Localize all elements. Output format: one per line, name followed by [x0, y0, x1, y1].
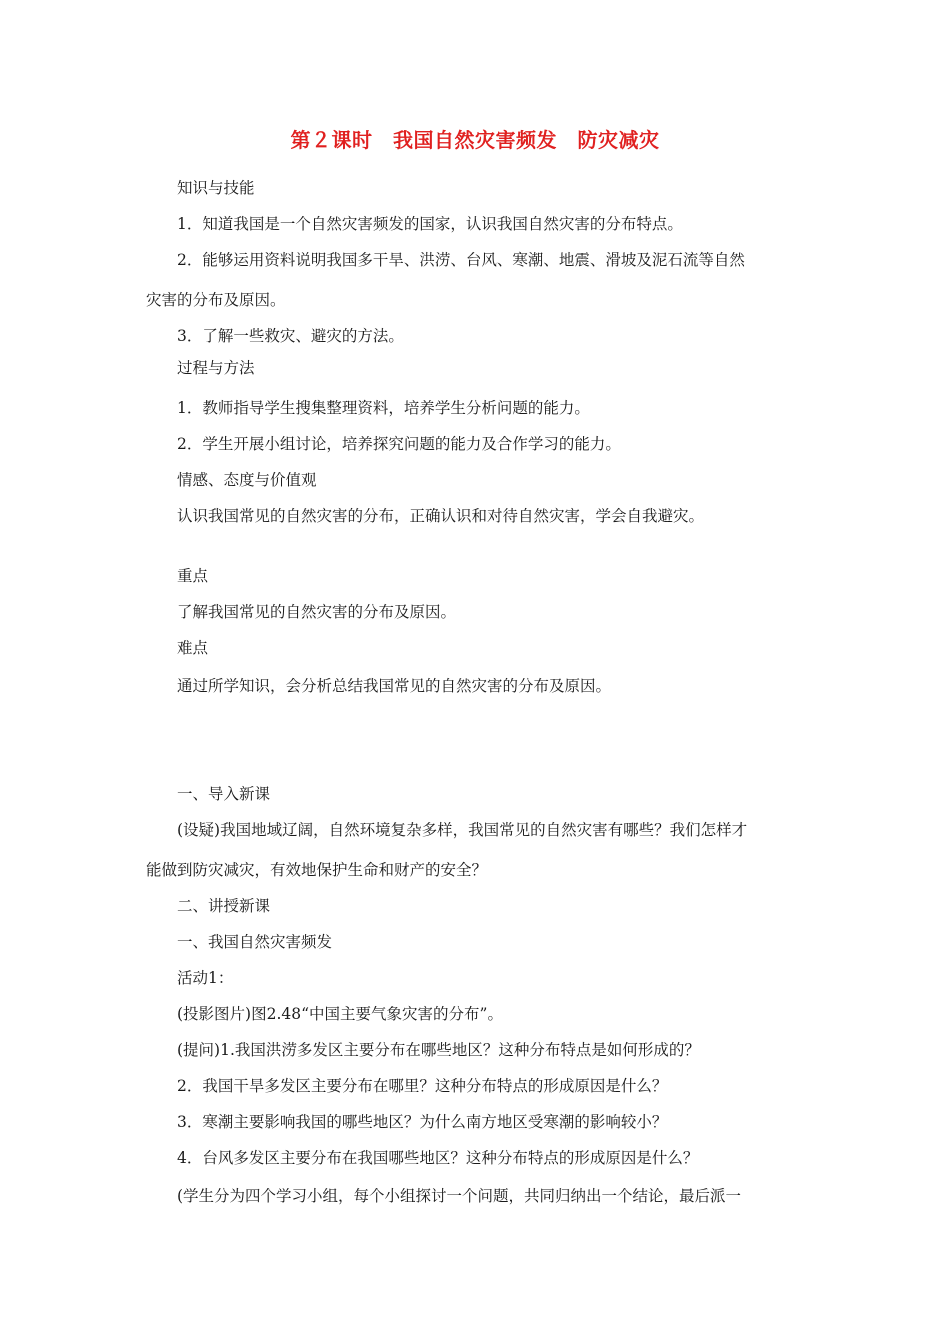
key-point-heading: 重点 — [177, 567, 209, 585]
difficult-point-text: 通过所学知识，会分析总结我国常见的自然灾害的分布及原因。 — [177, 677, 612, 695]
process-item-1: 1．教师指导学生搜集整理资料，培养学生分析问题的能力。 — [177, 399, 590, 417]
projection-text: (投影图片)图2.48“中国主要气象灾害的分布”。 — [177, 1005, 503, 1023]
process-item-2: 2．学生开展小组讨论，培养探究问题的能力及合作学习的能力。 — [177, 435, 621, 453]
page-title: 第２课时 我国自然灾害频发 防灾减灾 — [290, 128, 660, 152]
difficult-point-heading: 难点 — [177, 639, 209, 657]
knowledge-item-3: 3．了解一些救灾、避灾的方法。 — [177, 327, 404, 345]
question-4: 4．台风多发区主要分布在我国哪些地区？这种分布特点的形成原因是什么？ — [177, 1149, 699, 1167]
knowledge-heading: 知识与技能 — [177, 179, 255, 197]
intro-text: (设疑)我国地域辽阔，自然环境复杂多样，我国常见的自然灾害有哪些？我们怎样才 — [177, 821, 748, 839]
question-2: 2．我国干旱多发区主要分布在哪里？这种分布特点的形成原因是什么？ — [177, 1077, 668, 1095]
question-1: (提问)1.我国洪涝多发区主要分布在哪些地区？这种分布特点是如何形成的？ — [177, 1041, 700, 1059]
knowledge-item-2: 2．能够运用资料说明我国多干旱、洪涝、台风、寒潮、地震、滑坡及泥石流等自然 — [177, 251, 745, 269]
question-3: 3．寒潮主要影响我国的哪些地区？为什么南方地区受寒潮的影响较小？ — [177, 1113, 668, 1131]
activity-label: 活动1： — [177, 969, 234, 987]
process-heading: 过程与方法 — [177, 359, 255, 377]
teach-heading: 二、讲授新课 — [177, 897, 271, 915]
key-point-text: 了解我国常见的自然灾害的分布及原因。 — [177, 603, 457, 621]
intro-heading: 一、导入新课 — [177, 785, 271, 803]
emotion-text: 认识我国常见的自然灾害的分布，正确认识和对待自然灾害，学会自我避灾。 — [177, 507, 705, 525]
group-work-text: (学生分为四个学习小组，每个小组探讨一个问题，共同归纳出一个结论，最后派一 — [177, 1187, 742, 1205]
emotion-heading: 情感、态度与价值观 — [177, 471, 317, 489]
knowledge-item-2-continued: 灾害的分布及原因。 — [146, 291, 286, 309]
section-heading-1: 一、我国自然灾害频发 — [177, 933, 333, 951]
intro-text-continued: 能做到防灾减灾，有效地保护生命和财产的安全？ — [146, 861, 488, 879]
knowledge-item-1: 1．知道我国是一个自然灾害频发的国家，认识我国自然灾害的分布特点。 — [177, 215, 683, 233]
